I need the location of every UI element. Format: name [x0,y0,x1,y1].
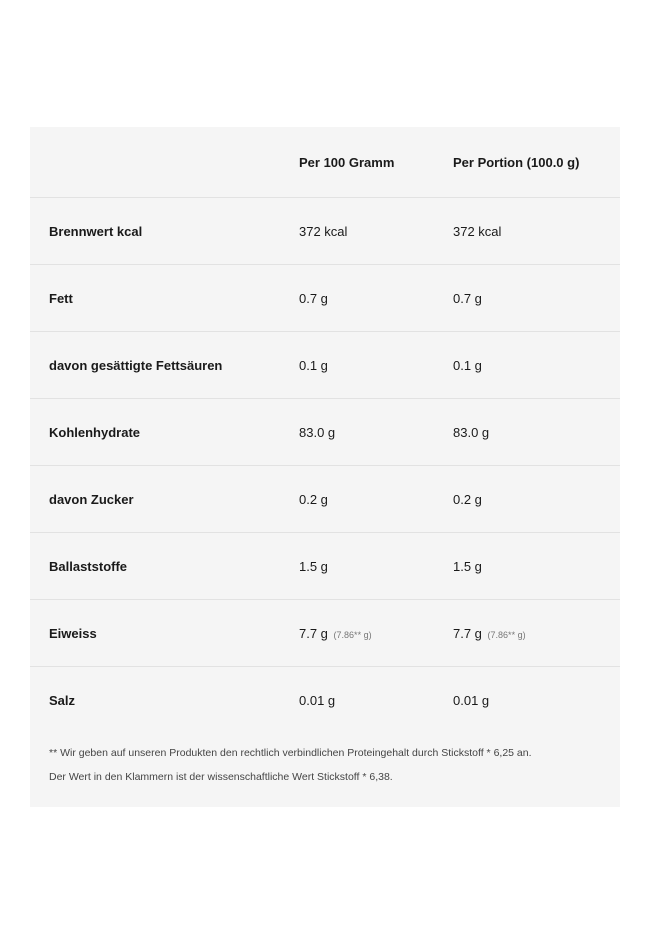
table-row [30,600,620,667]
per-100-cell [299,265,453,332]
per-portion-cell-value: 7.7 g [453,625,482,641]
footnote-line-2: Der Wert in den Klammern ist der wissenschaftliche Wert Stickstoff * 6,38. [49,771,393,783]
per-100-cell [299,533,453,600]
row-label [30,198,299,265]
per-portion-cell-value: 0.1 g [453,357,482,373]
table-row [30,466,620,533]
per-100-cell [299,466,453,533]
per-100-cell-value: 7.7 g [299,625,328,641]
per-100-cell [299,600,453,667]
per-100-cell-value: 0.7 g [299,290,328,306]
per-portion-cell-value: 83.0 g [453,424,490,440]
per-portion-cell-note: (7.86** g) [487,629,526,640]
table-row [30,533,620,600]
header-empty-cell [30,127,299,198]
per-portion-cell-value: 0.01 g [453,692,490,708]
row-label [30,399,299,466]
per-portion-cell [453,533,620,600]
per-100-cell-value: 1.5 g [299,558,328,574]
table-row [30,265,620,332]
per-100-cell-value: 83.0 g [299,424,336,440]
footnote [30,733,620,789]
per-portion-cell-value: 372 kcal [453,223,502,239]
per-portion-cell [453,399,620,466]
per-100-cell [299,332,453,399]
per-100-cell-value: 0.1 g [299,357,328,373]
per-portion-cell-value: 0.7 g [453,290,482,306]
table-row [30,332,620,399]
per-100-cell-value: 0.01 g [299,692,336,708]
header-per-portion: Per Portion (100.0 g) [453,127,620,198]
per-portion-cell [453,667,620,734]
per-100-cell-note: (7.86** g) [333,629,372,640]
per-portion-cell [453,466,620,533]
per-portion-cell [453,198,620,265]
per-100-cell [299,399,453,466]
row-label-value: davon Zucker [49,491,134,507]
per-100-cell [299,198,453,265]
row-label [30,265,299,332]
row-label [30,533,299,600]
row-label-value: Eiweiss [49,625,97,641]
row-label-value: Brennwert kcal [49,223,143,239]
nutrition-panel [30,127,620,807]
per-100-cell [299,667,453,734]
row-label [30,600,299,667]
footnote-line-1: ** Wir geben auf unseren Produkten den rechtlich verbindlichen Proteingehalt durch Stickstoff * 6,25 an. [49,747,532,759]
row-label-value: Kohlenhydrate [49,424,141,440]
row-label-value: Ballaststoffe [49,558,128,574]
table-row [30,399,620,466]
header-per-100: Per 100 Gramm [299,127,453,198]
row-label-value: Salz [49,692,76,708]
row-label-value: davon gesättigte Fettsäuren [49,357,223,373]
table-header-row [30,127,620,198]
per-100-cell-value: 0.2 g [299,491,328,507]
per-portion-cell-value: 1.5 g [453,558,482,574]
nutrition-table [30,127,620,733]
table-row [30,667,620,734]
per-portion-cell [453,600,620,667]
row-label [30,667,299,734]
row-label-value: Fett [49,290,73,306]
per-portion-cell-value: 0.2 g [453,491,482,507]
per-portion-cell [453,265,620,332]
per-portion-cell [453,332,620,399]
per-100-cell-value: 372 kcal [299,223,348,239]
row-label [30,466,299,533]
row-label [30,332,299,399]
table-row [30,198,620,265]
